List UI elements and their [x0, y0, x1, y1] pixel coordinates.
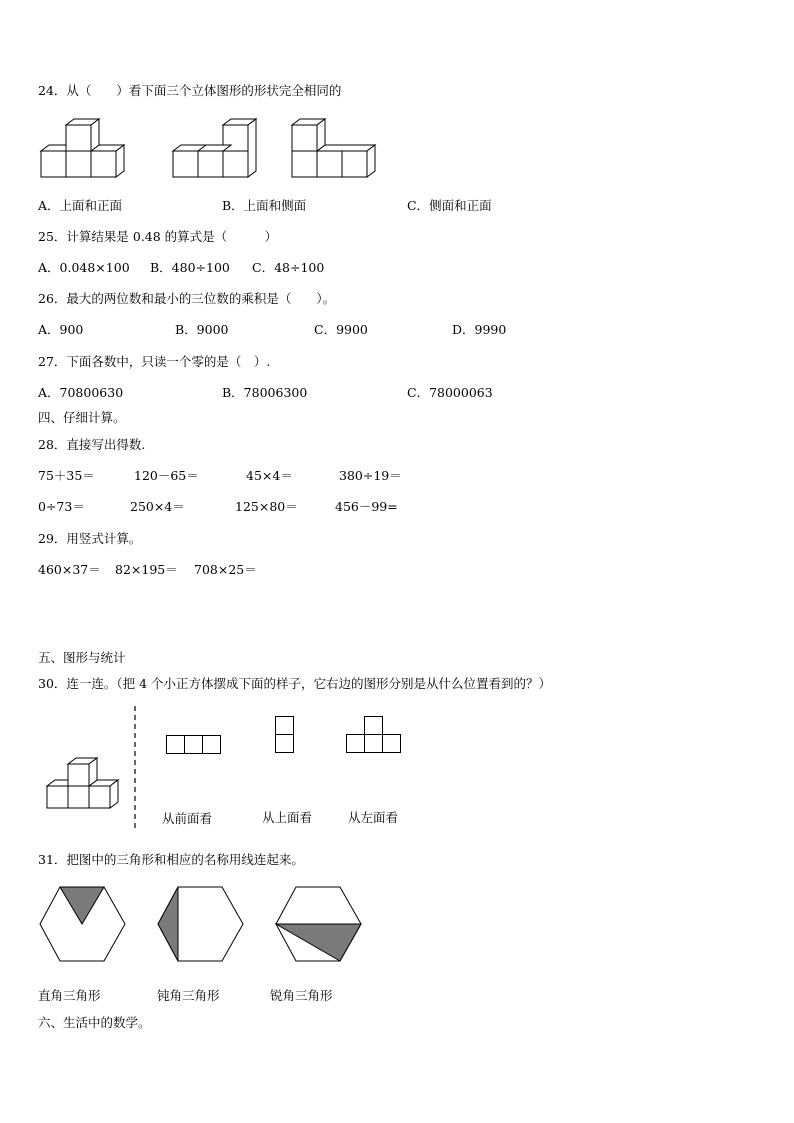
q28-stem: 28．直接写出得数.	[38, 437, 146, 452]
q27-option-a[interactable]: A．70800630	[38, 385, 124, 400]
q31-hexagon-acute-triangle	[275, 886, 363, 962]
q24-figure-a	[40, 116, 130, 180]
q29-stem: 29．用竖式计算。	[38, 531, 142, 546]
q26-option-d[interactable]: D．9990	[452, 322, 507, 337]
q28-expr: 456－99=	[335, 499, 398, 514]
q30-cube-stack	[46, 752, 126, 812]
q25-option-c[interactable]: C．48÷100	[252, 260, 325, 275]
q31-hexagon-right-triangle	[39, 886, 127, 962]
q27-option-b[interactable]: B．78006300	[222, 385, 308, 400]
q26-option-b[interactable]: B．9000	[175, 322, 229, 337]
q24-option-a[interactable]: A．上面和正面	[38, 198, 123, 213]
q26-option-a[interactable]: A．900	[38, 322, 84, 337]
q25-option-a[interactable]: A．0.048×100	[38, 260, 130, 275]
q25-stem: 25．计算结果是 0.48 的算式是（ ）	[38, 229, 278, 244]
q24-stem: 24．从（ ）看下面三个立体图形的形状完全相同的	[38, 83, 342, 98]
q24-figure-b	[172, 116, 262, 180]
q30-dashed-divider	[132, 706, 138, 828]
q28-expr: 45×4＝	[246, 468, 293, 483]
q30-label-left[interactable]: 从左面看	[348, 810, 399, 825]
q30-label-front[interactable]: 从前面看	[162, 811, 213, 826]
q28-expr: 0÷73＝	[38, 499, 85, 514]
q27-option-c[interactable]: C．78000063	[407, 385, 493, 400]
q26-option-c[interactable]: C．9900	[314, 322, 368, 337]
q30-view-1	[166, 735, 222, 755]
q24-figure-c	[291, 116, 381, 180]
q31-label-right[interactable]: 直角三角形	[38, 988, 101, 1003]
q28-expr: 380÷19＝	[339, 468, 402, 483]
q31-stem: 31．把图中的三角形和相应的名称用线连起来。	[38, 852, 304, 867]
q29-expr: 708×25＝	[194, 562, 257, 577]
q26-stem: 26．最大的两位数和最小的三位数的乘积是（ ）。	[38, 291, 336, 306]
q27-stem: 27．下面各数中，只读一个零的是（ ）.	[38, 354, 271, 369]
q30-label-top[interactable]: 从上面看	[262, 810, 313, 825]
section-5-heading: 五、图形与统计	[38, 650, 126, 665]
q30-stem: 30．连一连。（把 4 个小正方体摆成下面的样子，它右边的图形分别是从什么位置看到的？）	[38, 676, 552, 691]
q31-label-acute[interactable]: 锐角三角形	[270, 988, 333, 1003]
q25-option-b[interactable]: B．480÷100	[150, 260, 230, 275]
q31-hexagon-obtuse-triangle	[157, 886, 245, 962]
q28-expr: 125×80＝	[235, 499, 298, 514]
q24-option-c[interactable]: C．侧面和正面	[407, 198, 492, 213]
q28-expr: 75＋35＝	[38, 468, 95, 483]
q30-view-2	[275, 716, 295, 754]
q24-option-b[interactable]: B．上面和侧面	[222, 198, 307, 213]
section-6-heading: 六、生活中的数学。	[38, 1015, 151, 1030]
q30-view-3	[346, 716, 402, 754]
q31-label-obtuse[interactable]: 钝角三角形	[157, 988, 220, 1003]
q28-expr: 250×4＝	[130, 499, 185, 514]
section-4-heading: 四、仔细计算。	[38, 410, 126, 425]
q29-expr: 82×195＝	[115, 562, 178, 577]
q28-expr: 120－65＝	[134, 468, 199, 483]
q29-expr: 460×37＝	[38, 562, 101, 577]
